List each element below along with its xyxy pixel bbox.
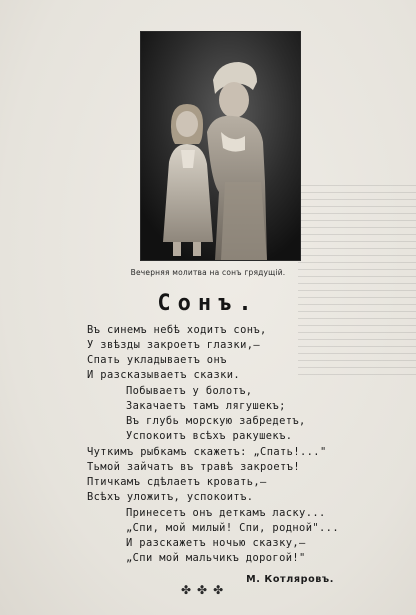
poem-line: И разскажетъ ночью сказку,—: [126, 537, 306, 549]
poem-line: Всѣхъ уложитъ, успокоитъ.: [87, 491, 254, 503]
poem-line: Въ глубь морскую забредетъ,: [126, 415, 306, 427]
photo-caption: Вечерняя молитва на сонъ грядущій.: [130, 268, 286, 277]
poem-line: Спать укладываетъ онъ: [87, 354, 227, 366]
poem-line: У звѣзды закроетъ глазки,—: [87, 339, 261, 351]
poem-line: Птичкамъ сдѣлаетъ кровать,—: [87, 476, 267, 488]
poem-line: И разсказываетъ сказки.: [87, 369, 241, 381]
poem-line: „Спи, мой милый! Спи, родной"...: [126, 522, 339, 534]
poem-line: Въ синемъ небѣ ходитъ сонъ,: [87, 324, 267, 336]
show-through-text: [298, 185, 416, 375]
poem-line: Тьмой зайчатъ въ травѣ закроетъ!: [87, 461, 300, 473]
poem-line: Чуткимъ рыбкамъ скажетъ: „Спать!...": [87, 446, 327, 458]
poem-line: Принесетъ онъ деткамъ ласку...: [126, 507, 326, 519]
poem-line: Закачаетъ тамъ лягушекъ;: [126, 400, 286, 412]
poem-title: Сонъ.: [157, 291, 259, 316]
poem-line: Побываетъ у болотъ,: [126, 385, 253, 397]
photo-mother-and-daughter-praying-icon: [141, 32, 300, 260]
poem-line: „Спи мой мальчикъ дорогой!": [126, 552, 306, 564]
ornament-divider: ✤✤✤: [181, 583, 230, 597]
author-signature: М. Котляровъ.: [246, 574, 334, 585]
illustration-photo: [141, 32, 300, 260]
poem-line: Успокоитъ всѣхъ ракушекъ.: [126, 430, 293, 442]
